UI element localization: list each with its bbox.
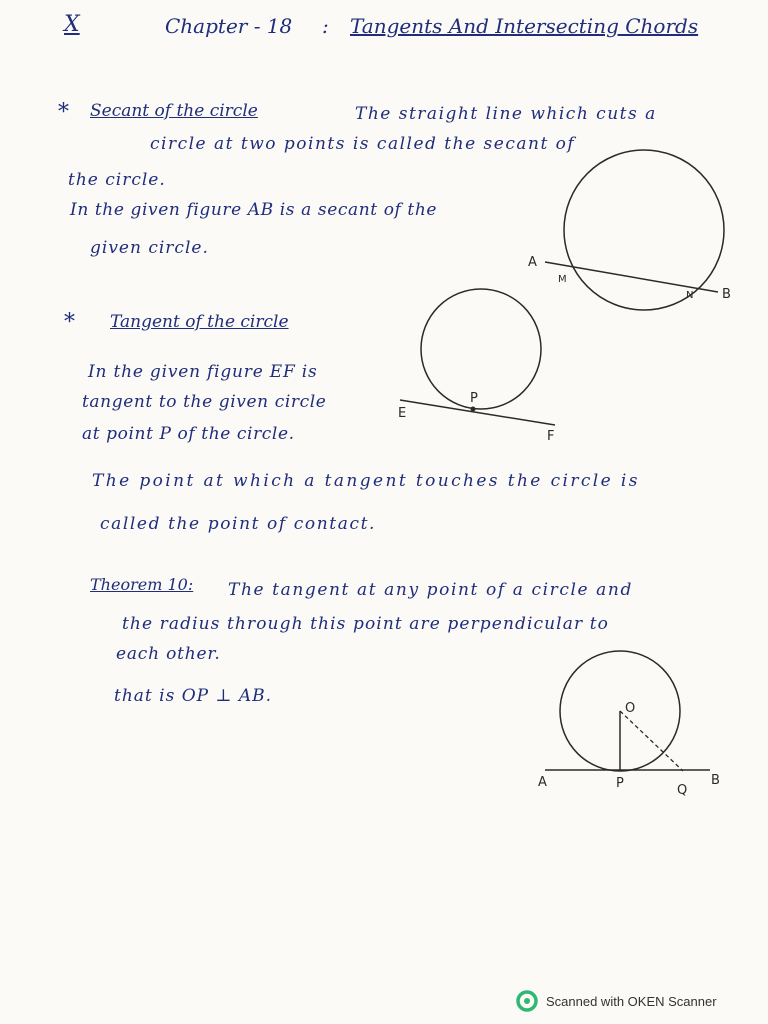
secant-figure	[528, 150, 731, 310]
secant-label-m: M	[558, 274, 567, 285]
tangent-circle	[421, 289, 541, 409]
theorem-label: Theorem 10:	[90, 575, 194, 594]
theorem-label-p: P	[616, 776, 624, 791]
tangent-heading: Tangent of the circle	[110, 312, 289, 332]
tangent-line-1: In the given figure EF is	[88, 362, 318, 382]
theorem-line-3: each other.	[116, 644, 221, 664]
tangent-point-dot	[471, 407, 476, 412]
theorem-label-b: B	[711, 773, 720, 788]
class-label: X	[64, 12, 80, 37]
chapter-label: Chapter - 18	[165, 14, 293, 38]
secant-label-n: N	[686, 290, 694, 301]
chapter-title: Tangents And Intersecting Chords	[350, 14, 699, 38]
tangent-line-4: The point at which a tangent touches the circle is	[92, 471, 640, 491]
tangent-figure	[398, 289, 555, 444]
header-separator: :	[322, 14, 329, 38]
oken-scanner-logo-icon	[516, 990, 538, 1012]
secant-label-a: A	[528, 255, 537, 270]
secant-line-2: circle at two points is called the secant of	[150, 134, 576, 154]
theorem-label-a: A	[538, 775, 547, 790]
secant-heading: Secant of the circle	[90, 101, 258, 121]
secant-line-5: given circle.	[90, 238, 209, 258]
tangent-label-f: F	[547, 429, 555, 444]
secant-bullet: *	[58, 100, 69, 125]
tangent-line-5: called the point of contact.	[100, 514, 377, 534]
theorem-label-q: Q	[677, 783, 688, 798]
theorem-figure	[538, 651, 720, 798]
tangent-line-2: tangent to the given circle	[82, 392, 327, 412]
tangent-line-3: at point P of the circle.	[82, 424, 295, 444]
scanner-text: Scanned with OKEN Scanner	[546, 993, 717, 1009]
theorem-label-o: O	[625, 701, 636, 716]
theorem-line-1: The tangent at any point of a circle and	[228, 580, 633, 600]
tangent-label-p: P	[470, 391, 478, 406]
secant-line-3: the circle.	[68, 170, 166, 190]
theorem-line-4: that is OP ⊥ AB.	[114, 686, 273, 706]
secant-line-4: In the given figure AB is a secant of the	[70, 200, 438, 220]
secant-line	[545, 262, 718, 292]
secant-label-b: B	[722, 287, 731, 302]
tangent-label-e: E	[398, 406, 407, 421]
theorem-line-2: the radius through this point are perpendicular to	[122, 614, 609, 634]
scanner-watermark	[516, 989, 717, 1013]
secant-circle	[564, 150, 724, 310]
tangent-bullet: *	[64, 310, 75, 335]
secant-line-1: The straight line which cuts a	[355, 104, 657, 124]
